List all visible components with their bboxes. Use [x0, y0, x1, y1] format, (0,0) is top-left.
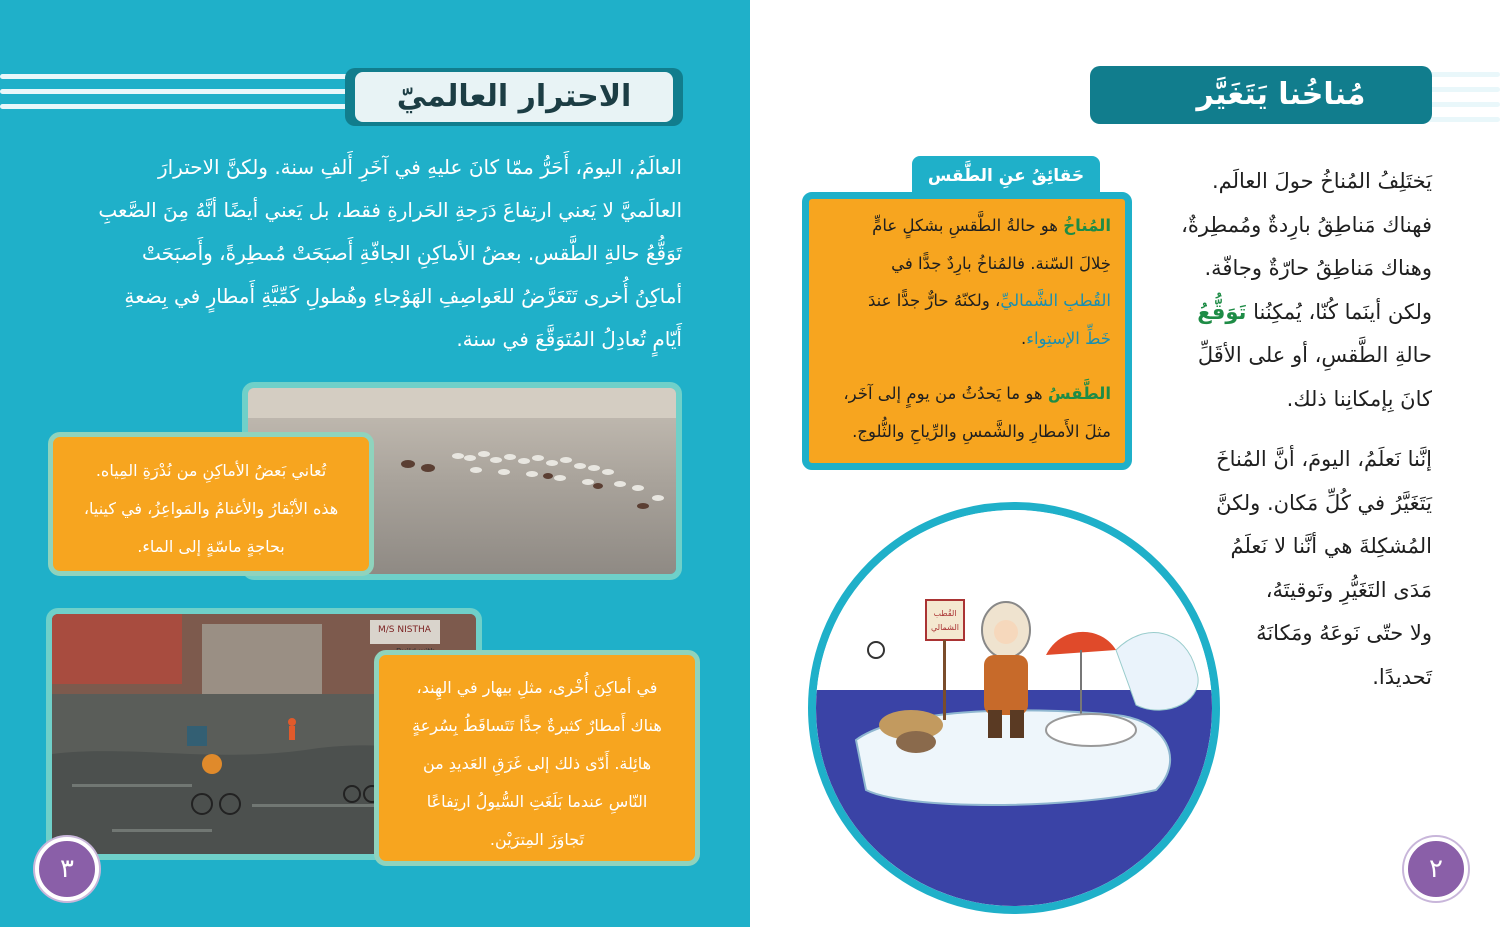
paragraph-line — [1170, 291, 1432, 335]
facts-line: مثلَ الأَمطارِ والشَّمسِ والرِّياحِ والثُّلوج. — [852, 421, 1111, 441]
left-paragraph — [40, 146, 682, 361]
paragraph-line: كانَ بِإمكانِنا ذلك. — [1286, 386, 1432, 411]
caption-line: تُعاني بَعضُ الأماكِنِ من نُدْرَةِ المِياه. — [95, 461, 327, 480]
caption-line: بحاجةٍ ماسّةٍ إلى الماء. — [137, 537, 285, 556]
facts-line — [823, 207, 1111, 245]
illustration-image — [816, 510, 1212, 906]
paragraph-line: مَدَى التَغَيُّرِ وتَوقيتَهُ، — [1265, 577, 1432, 602]
arctic-term: القُطبِ الشَّماليِّ — [1000, 291, 1111, 310]
decorative-stripes — [0, 74, 400, 119]
facts-line — [823, 282, 1111, 320]
paragraph-line: المُشكِلةَ هي أنَّنا لا نَعلَمُ — [1230, 534, 1432, 558]
flood-sign-text: M/S NISTHA — [378, 625, 431, 635]
paragraph-line: وهناك مَناطِقُ حارّةٌ وجافّة. — [1204, 256, 1432, 280]
flood-caption — [374, 650, 700, 866]
paragraph-line: إنَّنا نَعلَمُ، اليومَ، أنَّ المُناخَ — [1216, 447, 1432, 471]
facts-line — [823, 375, 1111, 413]
facts-text: هو ما يَحدُثُ من يومٍ إلى آخَر، — [843, 384, 1048, 403]
caption-line: هناك أَمطارٌ كثيرةٌ جدًّا تَتَساقَطُ بِسُرعةٍ — [412, 716, 662, 735]
term-weather: الطَّقسُ — [1047, 384, 1111, 403]
paragraph-line: العالَمُ، اليومَ، أَحَرُّ ممّا كانَ عليهِ في آخَرِ أَلفِ سنة. ولكنَّ الاحترارَ — [157, 155, 682, 179]
caption-line: هذه الأبْقارُ والأغنامُ والمَواعِزُ، في كينيا، — [83, 499, 339, 518]
highlight-word: تَوَقُّعُ — [1197, 299, 1247, 324]
caption-line: تَجاوَزَ المِترَيْن. — [489, 830, 585, 849]
right-paragraph-1 — [1170, 160, 1432, 421]
decorative-stripes — [1420, 72, 1500, 132]
paragraph-line: تَوَقُّعُ حالةِ الطَّقس. بعضُ الأماكِنِ الجافّةِ أَصبَحَتْ مُمطِرةً، وأَصبَحَتْ — [142, 241, 682, 265]
caption-line: هائِلة. أَدّى ذلك إلى غَرَقِ العَديدِ من — [422, 754, 652, 773]
paragraph-line: يَختَلِفُ المُناخُ حولَ العالَم. — [1211, 169, 1432, 193]
right-page-title: مُناخُنا يَتَغَيَّر — [1196, 77, 1366, 112]
left-page-title: الاحترار العالميّ — [355, 72, 673, 122]
paragraph-line: حالةِ الطَّقسِ، أو على الأقَلِّ — [1197, 343, 1432, 367]
paragraph-line: أَيّامٍ تُعادِلُ المُتَوَقَّعَ في سنة. — [456, 327, 682, 351]
facts-text: هو حالةُ الطَّقسِ بشكلٍ عامٍّ — [872, 216, 1064, 235]
facts-line: خِلالَ السّنة. فالمُناخُ بارِدٌ جدًّا في — [891, 253, 1111, 273]
right-page — [750, 0, 1500, 927]
spacer — [823, 357, 1111, 375]
paragraph-line: ولا حتّى نَوعَهُ ومَكانَهُ — [1256, 621, 1432, 645]
paragraph-line: فهناك مَناطِقُ بارِدةٌ ومُمطِرةٌ، — [1181, 212, 1432, 237]
drought-caption — [48, 432, 374, 576]
paragraph-line: تَحديدًا. — [1372, 664, 1432, 689]
page-number-left: ٣ — [35, 837, 99, 901]
paragraph-line: العالَميَّ لا يَعني ارتِفاعَ دَرَجةِ الحَرارةِ فقط، بل يَعني أيضًا أنَّهُ مِنَ الصَّعبِ — [98, 198, 682, 222]
facts-text: ، ولكنّهُ حارٌّ جدًّا عندَ — [868, 291, 1001, 310]
caption-line: النّاسِ عندما بَلَغَتِ السُّيولُ ارتِفاعًا — [426, 792, 648, 811]
facts-tab: حَقائِقُ عنِ الطَّقس — [912, 156, 1100, 196]
pole-sign-text: الشمالي — [931, 623, 959, 632]
paragraph-line: يَتَغَيَّرُ في كُلِّ مَكان. ولكنَّ — [1216, 490, 1432, 515]
facts-box — [802, 192, 1132, 470]
equator-term: خَطِّ الإستِواء — [1026, 328, 1111, 348]
term-climate: المُناخُ — [1063, 216, 1111, 235]
page-number-right: ٢ — [1404, 837, 1468, 901]
paragraph-line: أماكِنُ أُخرى تَتَعَرَّضُ للعَواصِفِ الهَوْجاءِ وهُطولِ كَمِّيَّةِ أَمطارٍ في بِضعةِ — [124, 284, 682, 308]
arctic-illustration — [808, 502, 1220, 914]
caption-line: في أماكِنَ أُخْرى، مثلِ بيهار في الهِند، — [416, 678, 658, 697]
paragraph-line-text: ولكن أينَما كُنّا، يُمكِنُنا — [1253, 299, 1432, 324]
pole-sign-text: القُطب — [933, 609, 957, 618]
facts-line: خَطِّ الإستِواء. — [1020, 328, 1111, 348]
